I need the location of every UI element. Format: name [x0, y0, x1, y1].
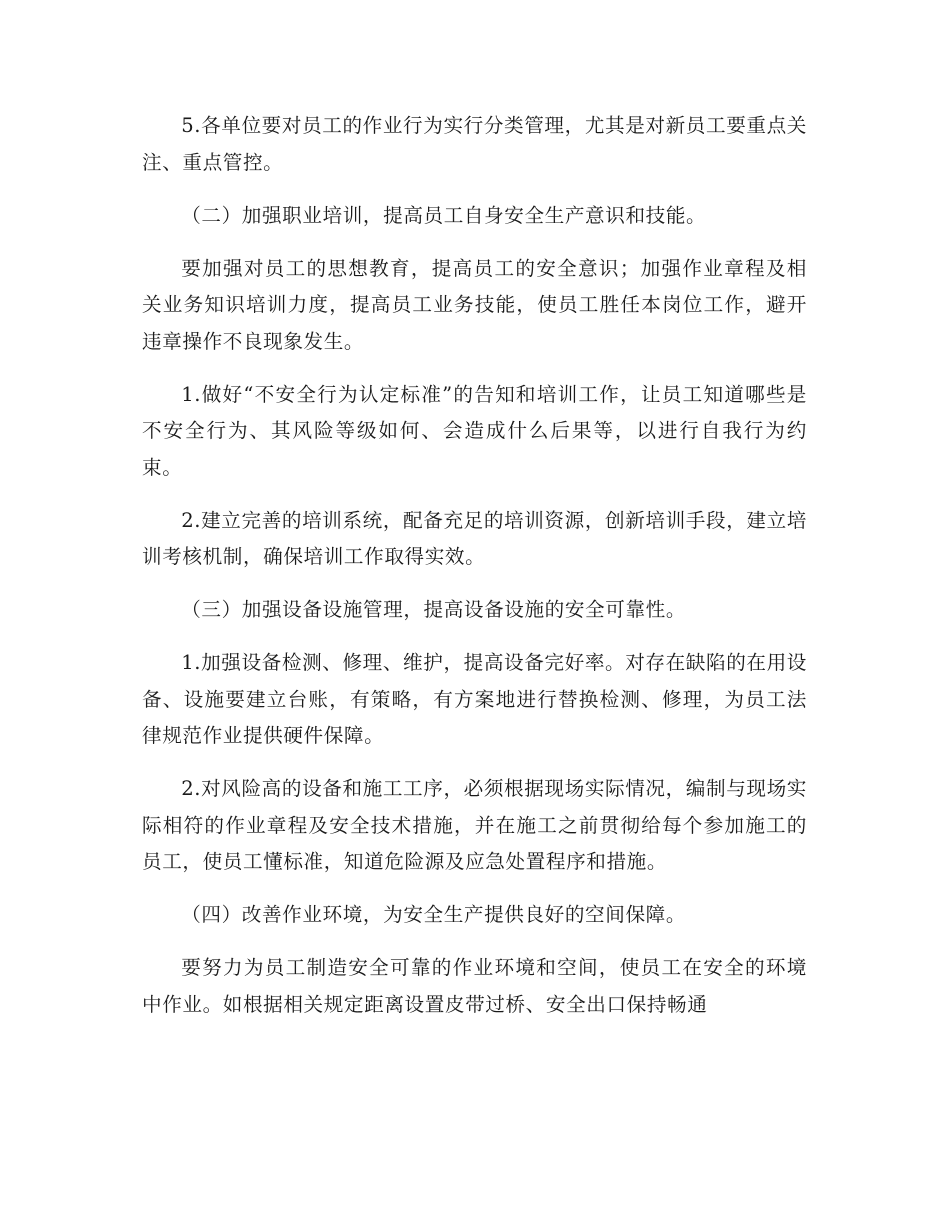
paragraph-training-item-2: 2.建立完善的培训系统，配备充足的培训资源，创新培训手段，建立培训考核机制，确保培训工作取得实效。 [142, 508, 807, 568]
paragraph-equipment-item-1: 1.加强设备检测、修理、维护，提高设备完好率。对存在缺陷的在用设备、设施要建立台账，有策略，有方案地进行替换检测、修理，为员工法律规范作业提供硬件保障。 [142, 651, 807, 747]
section-heading-equipment: （三）加强设备设施管理，提高设备设施的安全可靠性。 [181, 598, 687, 621]
paragraph-environment-intro: 要努力为员工制造安全可靠的作业环境和空间，使员工在安全的环境中作业。如根据相关规定距离设置皮带过桥、安全出口保持畅通 [142, 956, 807, 1016]
paragraph-training-intro: 要加强对员工的思想教育，提高员工的安全意识；加强作业章程及相关业务知识培训力度，提高员工业务技能，使员工胜任本岗位工作，避开违章操作不良现象发生。 [142, 256, 807, 353]
section-heading-training: （二）加强职业培训，提高员工自身安全生产意识和技能。 [181, 203, 707, 227]
paragraph-training-item-1: 1.做好“不安全行为认定标准”的告知和培训工作，让员工知道哪些是不安全行为、其风险等级如何、会造成什么后果等，以进行自我行为约束。 [142, 382, 807, 479]
document-body [142, 108, 807, 1040]
section-heading-environment: （四）改善作业环境，为安全生产提供良好的空间保障。 [181, 903, 687, 926]
paragraph-item-5-management: 5.各单位要对员工的作业行为实行分类管理，尤其是对新员工要重点关注、重点管控。 [142, 114, 807, 174]
paragraph-equipment-item-2: 2.对风险高的设备和施工工序，必须根据现场实际情况，编制与现场实际相符的作业章程及安全技术措施，并在施工之前贯彻给每个参加施工的员工，使员工懂标准，知道危险源及应急处置程序和措施。 [142, 777, 807, 873]
